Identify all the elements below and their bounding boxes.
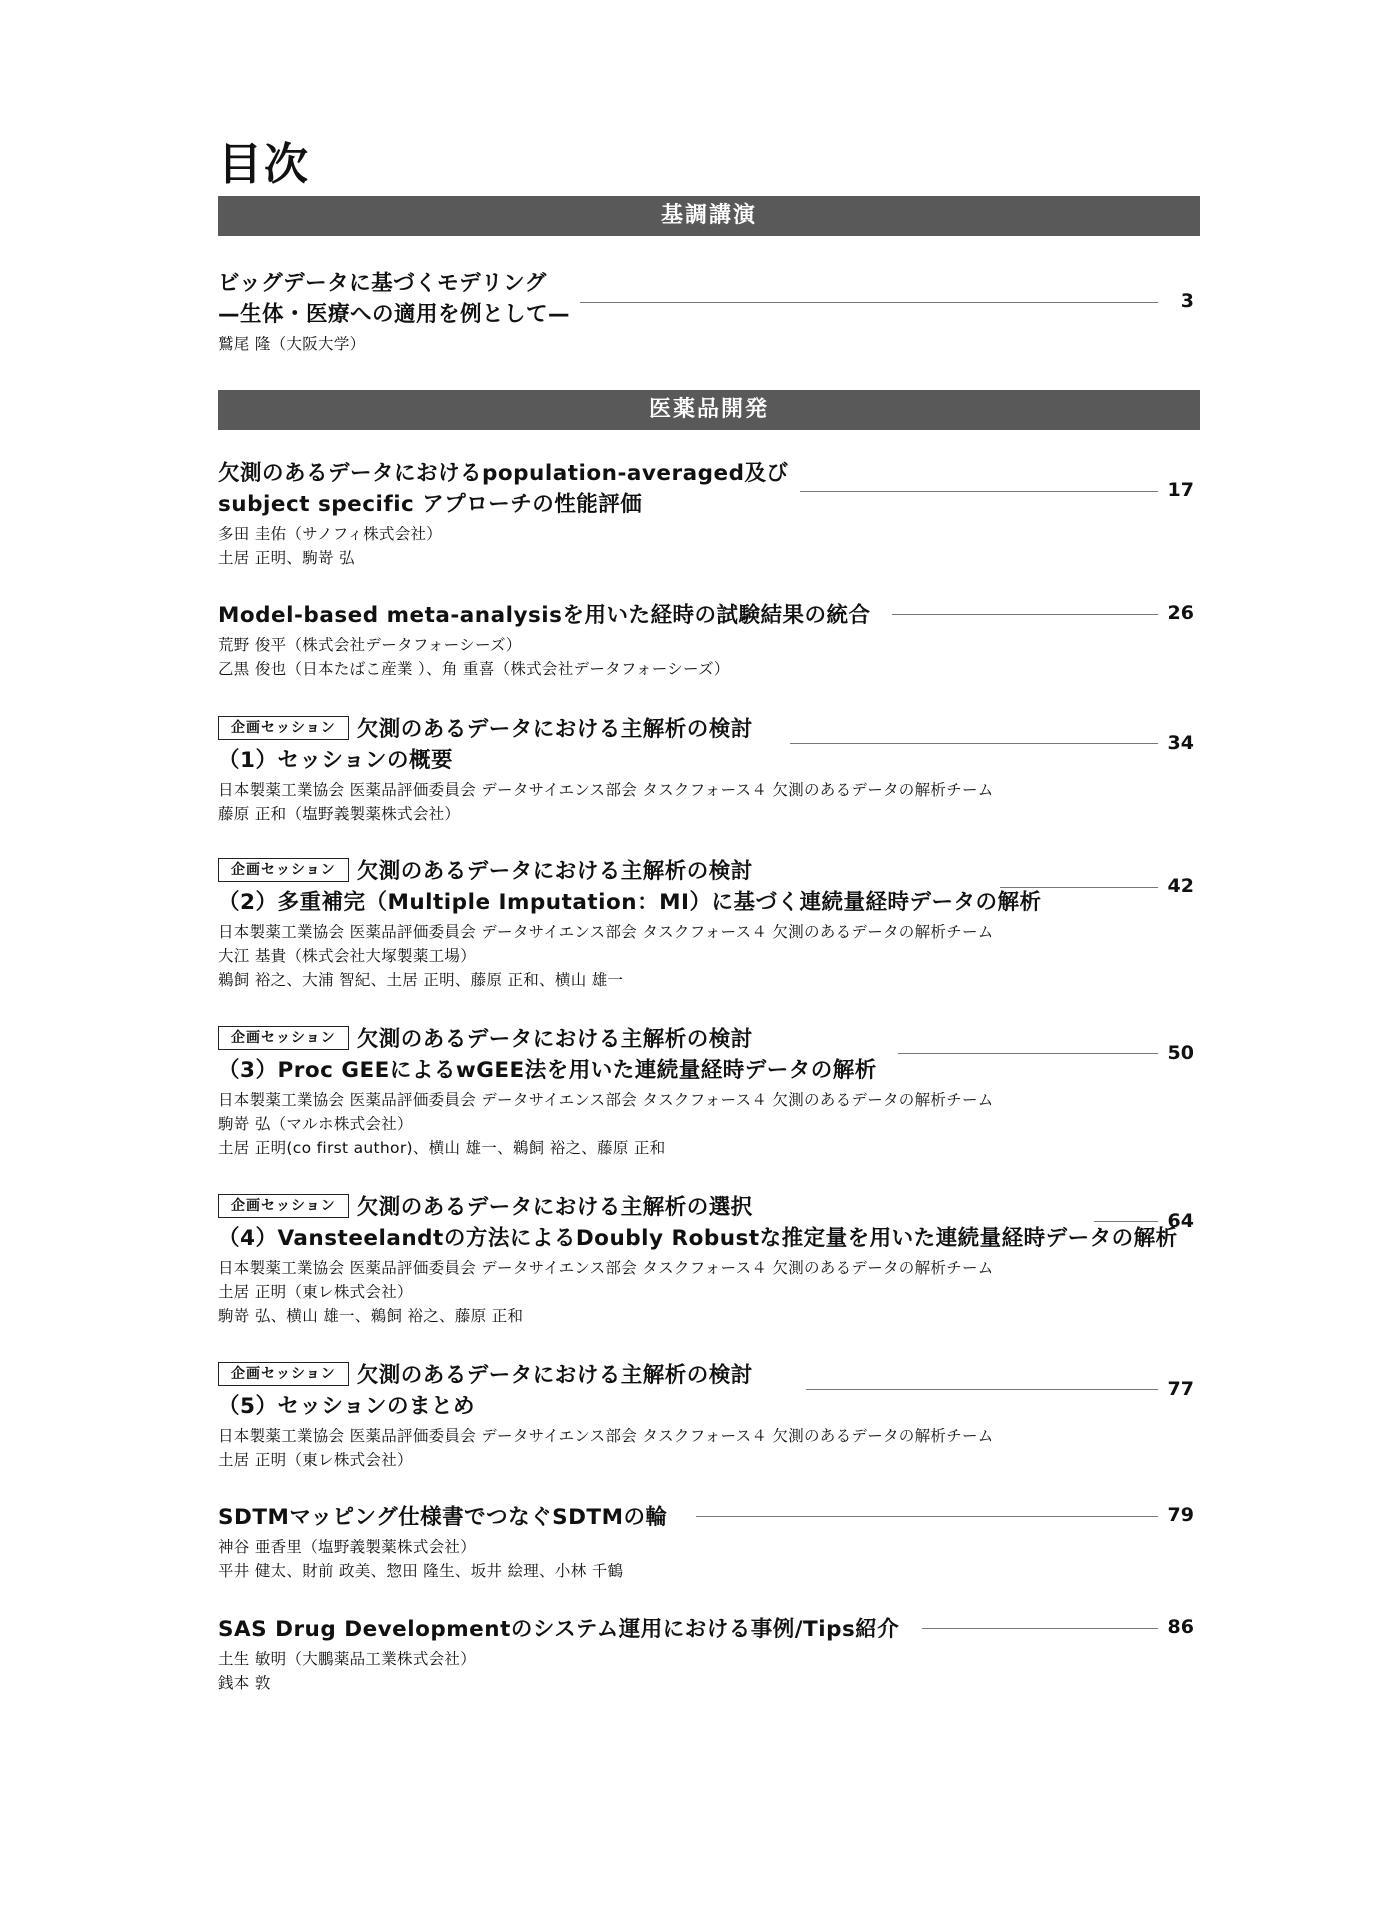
page-number: 17	[1167, 479, 1194, 501]
leader-line	[898, 1053, 1158, 1054]
author-line: 土居 正明、駒嵜 弘	[218, 549, 355, 567]
entry-title: 欠測のあるデータにおける主解析の選択	[356, 1195, 753, 1220]
entry-authors	[218, 522, 1200, 570]
toc-entry[interactable]	[218, 1022, 1200, 1160]
entry-authors	[218, 1256, 1200, 1328]
entry-title: 欠測のあるデータにおけるpopulation-averaged及び	[218, 461, 789, 486]
entry-title: SDTMマッピング仕様書でつなぐSDTMの輪	[218, 1505, 668, 1530]
toc-entry[interactable]	[218, 266, 1200, 356]
entry-authors	[218, 1424, 1200, 1472]
toc-entry[interactable]	[218, 1190, 1200, 1328]
toc-entry[interactable]	[218, 712, 1200, 826]
entry-authors	[218, 778, 1200, 826]
page-number: 64	[1167, 1210, 1194, 1232]
session-badge: 企画セッション	[218, 1194, 349, 1218]
author-line: 駒嵜 弘、横山 雄一、鵜飼 裕之、藤原 正和	[218, 1307, 524, 1325]
author-line: 藤原 正和（塩野義製薬株式会社）	[218, 805, 461, 823]
page-number: 50	[1167, 1042, 1194, 1064]
author-line: 日本製薬工業協会 医薬品評価委員会 データサイエンス部会 タスクフォース４ 欠測のあるデータの解析チーム	[218, 1259, 994, 1277]
entry-title: Model-based meta-analysisを用いた経時の試験結果の統合	[218, 603, 871, 628]
author-line: 土居 正明（東レ株式会社）	[218, 1451, 413, 1469]
entry-title: ビッグデータに基づくモデリング	[218, 271, 547, 296]
leader-line	[892, 614, 1158, 615]
author-line: 駒嵜 弘（マルホ株式会社）	[218, 1115, 413, 1133]
entry-authors	[218, 633, 1200, 681]
author-line: 日本製薬工業協会 医薬品評価委員会 データサイエンス部会 タスクフォース４ 欠測のあるデータの解析チーム	[218, 781, 994, 799]
author-line: 銭本 敦	[218, 1674, 271, 1692]
entry-title: （3）Proc GEEによるwGEE法を用いた連続量経時データの解析	[218, 1058, 877, 1083]
toc-entry[interactable]	[218, 598, 1200, 681]
author-line: 日本製薬工業協会 医薬品評価委員会 データサイエンス部会 タスクフォース４ 欠測のあるデータの解析チーム	[218, 923, 994, 941]
page-number: 26	[1167, 602, 1194, 624]
author-line: 荒野 俊平（株式会社データフォーシーズ）	[218, 636, 522, 654]
entry-authors	[218, 1647, 1200, 1695]
leader-line	[922, 1628, 1158, 1629]
session-badge: 企画セッション	[218, 716, 349, 740]
author-line: 日本製薬工業協会 医薬品評価委員会 データサイエンス部会 タスクフォース４ 欠測のあるデータの解析チーム	[218, 1091, 994, 1109]
author-line: 平井 健太、財前 政美、惣田 隆生、坂井 絵理、小林 千鶴	[218, 1562, 624, 1580]
entry-title: 欠測のあるデータにおける主解析の検討	[356, 717, 753, 742]
entry-authors	[218, 332, 1200, 356]
entry-title: （4）Vansteelandtの方法によるDoubly Robustな推定量を用いた連続量経時データの解析	[218, 1226, 1178, 1251]
author-line: 土居 正明(co first author)、横山 雄一、鵜飼 裕之、藤原 正和	[218, 1139, 666, 1157]
entry-title: subject specific アプローチの性能評価	[218, 492, 643, 517]
leader-line	[790, 743, 1158, 744]
page-number: 42	[1167, 875, 1194, 897]
entry-title: 欠測のあるデータにおける主解析の検討	[356, 859, 753, 884]
toc-entry[interactable]	[218, 456, 1200, 570]
author-line: 乙黒 俊也（日本たばこ産業 ）、角 重喜（株式会社データフォーシーズ）	[218, 660, 730, 678]
author-line: 土居 正明（東レ株式会社）	[218, 1283, 413, 1301]
entry-authors	[218, 920, 1200, 992]
leader-line	[800, 491, 1158, 492]
entry-title: SAS Drug Developmentのシステム運用における事例/Tips紹介	[218, 1617, 900, 1642]
entry-title: 欠測のあるデータにおける主解析の検討	[356, 1363, 753, 1388]
session-badge: 企画セッション	[218, 1026, 349, 1050]
toc-entry[interactable]	[218, 1500, 1200, 1583]
entry-title: （2）多重補完（Multiple Imputation：MI）に基づく連続量経時データの解析	[218, 890, 1042, 915]
page-number: 79	[1167, 1504, 1194, 1526]
author-line: 大江 基貴（株式会社大塚製薬工場）	[218, 947, 477, 965]
session-badge: 企画セッション	[218, 1362, 349, 1386]
page-number: 86	[1167, 1616, 1194, 1638]
page-title: 目次	[218, 139, 310, 190]
toc-entry[interactable]	[218, 1358, 1200, 1472]
entry-title: （1）セッションの概要	[218, 748, 454, 773]
leader-line	[1094, 1221, 1158, 1222]
entry-title: 欠測のあるデータにおける主解析の検討	[356, 1027, 753, 1052]
author-line: 土生 敏明（大鵬薬品工業株式会社）	[218, 1650, 477, 1668]
author-line: 日本製薬工業協会 医薬品評価委員会 データサイエンス部会 タスクフォース４ 欠測のあるデータの解析チーム	[218, 1427, 994, 1445]
entry-title: （5）セッションのまとめ	[218, 1394, 476, 1419]
entry-title: —生体・医療への適用を例として—	[218, 302, 571, 327]
author-line: 鵜飼 裕之、大浦 智紀、土居 正明、藤原 正和、横山 雄一	[218, 971, 624, 989]
section-heading-drug-development: 医薬品開発	[218, 390, 1200, 430]
toc-entry[interactable]	[218, 1612, 1200, 1695]
leader-line	[696, 1516, 1158, 1517]
author-line: 多田 圭佑（サノフィ株式会社）	[218, 525, 443, 543]
leader-line	[580, 302, 1158, 303]
page-number: 34	[1167, 732, 1194, 754]
entry-authors	[218, 1535, 1200, 1583]
session-badge: 企画セッション	[218, 858, 349, 882]
toc-entry[interactable]	[218, 854, 1200, 992]
page-number: 3	[1180, 290, 1194, 312]
section-heading-keynote: 基調講演	[218, 196, 1200, 236]
leader-line	[806, 1389, 1158, 1390]
author-line: 神谷 亜香里（塩野義製薬株式会社）	[218, 1538, 477, 1556]
entry-authors	[218, 1088, 1200, 1160]
author-line: 鷲尾 隆（大阪大学）	[218, 335, 366, 353]
page-number: 77	[1167, 1378, 1194, 1400]
leader-line	[1000, 887, 1158, 888]
